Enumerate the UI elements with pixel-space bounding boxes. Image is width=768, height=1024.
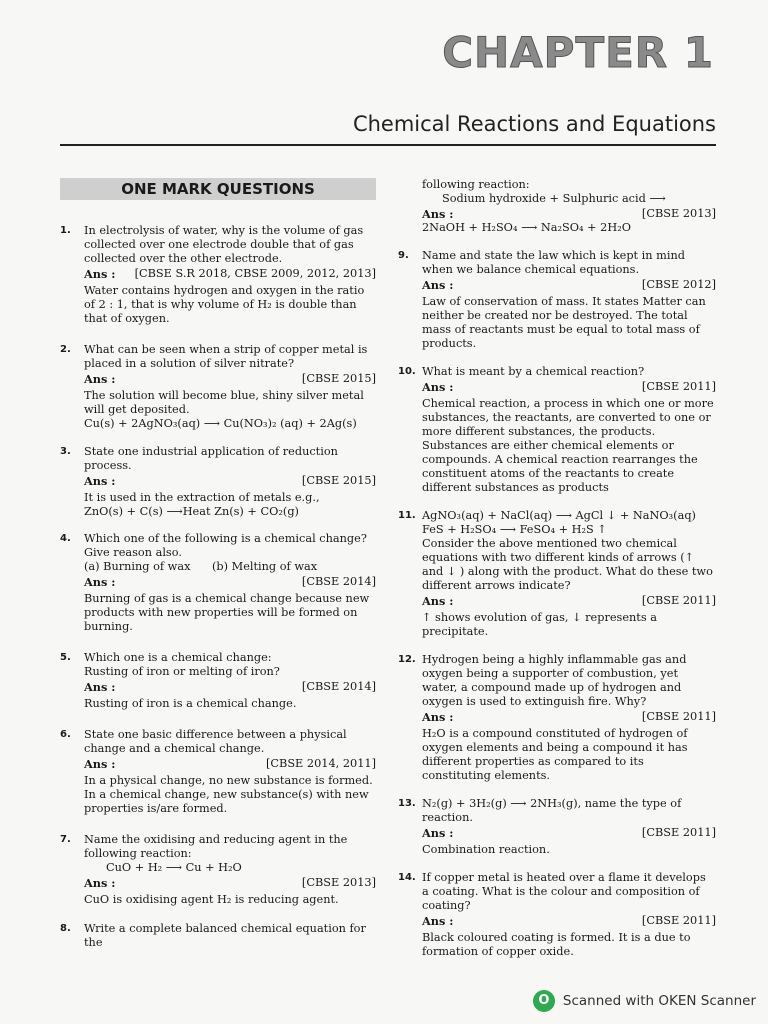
exam-reference: [CBSE 2014, 2011]: [265, 757, 376, 770]
question-text: Hydrogen being a highly inflammable gas and oxygen being a supporter of combustion, yet water, a compound made up of hydrogen and oxygen is used to extinguish fire. Why?: [422, 653, 687, 708]
exam-reference: [CBSE 2013]: [641, 207, 716, 220]
question-8: [60, 922, 376, 950]
question-8-continued: [398, 178, 716, 235]
question-number: 5.: [60, 652, 71, 663]
question-text: Which one is a chemical change:: [84, 651, 272, 664]
question-number: 14.: [398, 872, 416, 883]
question-text: State one industrial application of reduction process.: [84, 445, 338, 472]
question-number: 12.: [398, 654, 416, 665]
question-text: State one basic difference between a physical change and a chemical change.: [84, 728, 347, 755]
question-number: 2.: [60, 344, 71, 355]
question-10: [398, 365, 716, 495]
exam-reference: [CBSE 2014]: [301, 575, 376, 588]
exam-reference: [CBSE 2013]: [301, 876, 376, 889]
exam-reference: [CBSE 2011]: [641, 594, 716, 607]
question-7: [60, 833, 376, 907]
question-9: [398, 249, 716, 351]
chemical-equation-2: FeS + H₂SO₄ ⟶ FeSO₄ + H₂S ↑: [422, 523, 607, 536]
answer-text: Combination reaction.: [422, 843, 550, 856]
exam-reference: [CBSE 2011]: [641, 826, 716, 839]
question-13: [398, 797, 716, 857]
question-text: If copper metal is heated over a flame it develops a coating. What is the colour and composition of coating?: [422, 871, 706, 912]
exam-reference: [CBSE 2014]: [301, 680, 376, 693]
scanner-watermark: [533, 990, 756, 1012]
question-text-line2: Rusting of iron or melting of iron?: [84, 665, 280, 678]
answer-label: Ans :: [422, 594, 454, 608]
question-number: 3.: [60, 446, 71, 457]
answer-label: Ans :: [422, 380, 454, 394]
chemical-equation-1: AgNO₃(aq) + NaCl(aq) ⟶ AgCl ↓ + NaNO₃(aq): [422, 509, 696, 522]
answer-label: Ans :: [422, 710, 454, 724]
answer-label: Ans :: [422, 914, 454, 928]
scanner-watermark-text: Scanned with OKEN Scanner: [562, 993, 756, 1009]
answer-label: Ans :: [84, 575, 116, 589]
answer-label: Ans :: [84, 372, 116, 386]
question-number: 7.: [60, 834, 71, 845]
question-text: following reaction:: [422, 178, 530, 191]
question-number: 11.: [398, 510, 416, 521]
exam-reference: [CBSE 2011]: [641, 710, 716, 723]
question-3: [60, 445, 376, 519]
answer-text: In a physical change, no new substance is formed. In a chemical change, new substance(s) with new properties is/are formed.: [84, 774, 373, 815]
question-1: [60, 224, 376, 326]
right-column: [398, 178, 716, 959]
answer-text: CuO is oxidising agent H₂ is reducing agent.: [84, 893, 339, 906]
question-number: 8.: [60, 923, 71, 934]
answer-text: Law of conservation of mass. It states Matter can neither be created nor be destroyed. The total mass of reactants must be equal to total mass of products.: [422, 295, 706, 350]
question-text: In electrolysis of water, why is the volume of gas collected over one electrode double that of gas collected over the other electrode.: [84, 224, 364, 265]
question-12: [398, 653, 716, 783]
chemical-equation: Cu(s) + 2AgNO₃(aq) ⟶ Cu(NO₃)₂ (aq) + 2Ag(s): [84, 417, 357, 430]
scanner-logo-icon: O: [533, 990, 555, 1012]
question-number: 13.: [398, 798, 416, 809]
chemical-equation: 2NaOH + H₂SO₄ ⟶ Na₂SO₄ + 2H₂O: [422, 221, 632, 234]
question-text: What is meant by a chemical reaction?: [422, 365, 645, 378]
answer-text: It is used in the extraction of metals e.g.,: [84, 491, 320, 504]
exam-reference: [CBSE 2012]: [641, 278, 716, 291]
question-text: Name and state the law which is kept in mind when we balance chemical equations.: [422, 249, 685, 276]
answer-label: Ans :: [422, 826, 454, 840]
question-text: Name the oxidising and reducing agent in the following reaction:: [84, 833, 348, 860]
answer-label: Ans :: [84, 757, 116, 771]
question-text: Which one of the following is a chemical change? Give reason also.: [84, 532, 367, 559]
question-2: [60, 343, 376, 431]
question-options: (a) Burning of wax (b) Melting of wax: [84, 560, 318, 573]
exam-reference: [CBSE 2011]: [641, 380, 716, 393]
question-11: [398, 509, 716, 639]
exam-reference: [CBSE S.R 2018, CBSE 2009, 2012, 2013]: [134, 267, 376, 280]
answer-text: H₂O is a compound constituted of hydrogen of oxygen elements and being a compound it has different properties as compared to its constituting elements.: [422, 727, 688, 782]
answer-text: Water contains hydrogen and oxygen in the ratio of 2 : 1, that is why volume of H₂ is double than that of oxygen.: [84, 284, 365, 325]
answer-label: Ans :: [84, 267, 116, 281]
answer-text: The solution will become blue, shiny silver metal will get deposited.: [84, 389, 364, 416]
word-equation: Sodium hydroxide + Sulphuric acid ⟶: [442, 192, 666, 205]
answer-label: Ans :: [84, 680, 116, 694]
exam-reference: [CBSE 2011]: [641, 914, 716, 927]
chapter-heading: CHAPTER 1: [442, 28, 714, 77]
question-4: [60, 532, 376, 634]
exam-reference: [CBSE 2015]: [301, 474, 376, 487]
question-number: 6.: [60, 729, 71, 740]
chemical-equation: ZnO(s) + C(s) ⟶Heat Zn(s) + CO₂(g): [84, 505, 299, 518]
chapter-title: Chemical Reactions and Equations: [352, 112, 716, 136]
question-text: Write a complete balanced chemical equation for the: [84, 922, 366, 949]
answer-label: Ans :: [422, 207, 454, 221]
answer-label: Ans :: [422, 278, 454, 292]
answer-label: Ans :: [84, 876, 116, 890]
exam-reference: [CBSE 2015]: [301, 372, 376, 385]
question-6: [60, 728, 376, 816]
question-text: What can be seen when a strip of copper metal is placed in a solution of silver nitrate?: [84, 343, 368, 370]
answer-text: Black coloured coating is formed. It is a due to formation of copper oxide.: [422, 931, 691, 958]
title-rule: [60, 144, 716, 146]
question-number: 4.: [60, 533, 71, 544]
question-number: 9.: [398, 250, 409, 261]
question-text: N₂(g) + 3H₂(g) ⟶ 2NH₃(g), name the type of reaction.: [422, 797, 682, 824]
chemical-equation: CuO + H₂ ⟶ Cu + H₂O: [106, 861, 242, 874]
question-14: [398, 871, 716, 959]
question-5: [60, 651, 376, 711]
answer-label: Ans :: [84, 474, 116, 488]
question-number: 1.: [60, 225, 71, 236]
answer-text: Chemical reaction, a process in which one or more substances, the reactants, are converted to one or more different substances, the products. Substances are either chemical elements or compounds. A chemical reaction rearranges the constituent atoms of the reactants to create different substances as products: [422, 397, 714, 494]
answer-text: Rusting of iron is a chemical change.: [84, 697, 297, 710]
answer-text: Burning of gas is a chemical change because new products with new properties will be formed on burning.: [84, 592, 370, 633]
answer-text: ↑ shows evolution of gas, ↓ represents a precipitate.: [422, 611, 657, 638]
left-column: [60, 224, 376, 950]
question-number: 10.: [398, 366, 416, 377]
question-text: Consider the above mentioned two chemical equations with two different kinds of arrows (↑ and ↓ ) along with the product. What do these two different arrows indicate?: [422, 537, 713, 592]
section-heading: ONE MARK QUESTIONS: [60, 178, 376, 200]
